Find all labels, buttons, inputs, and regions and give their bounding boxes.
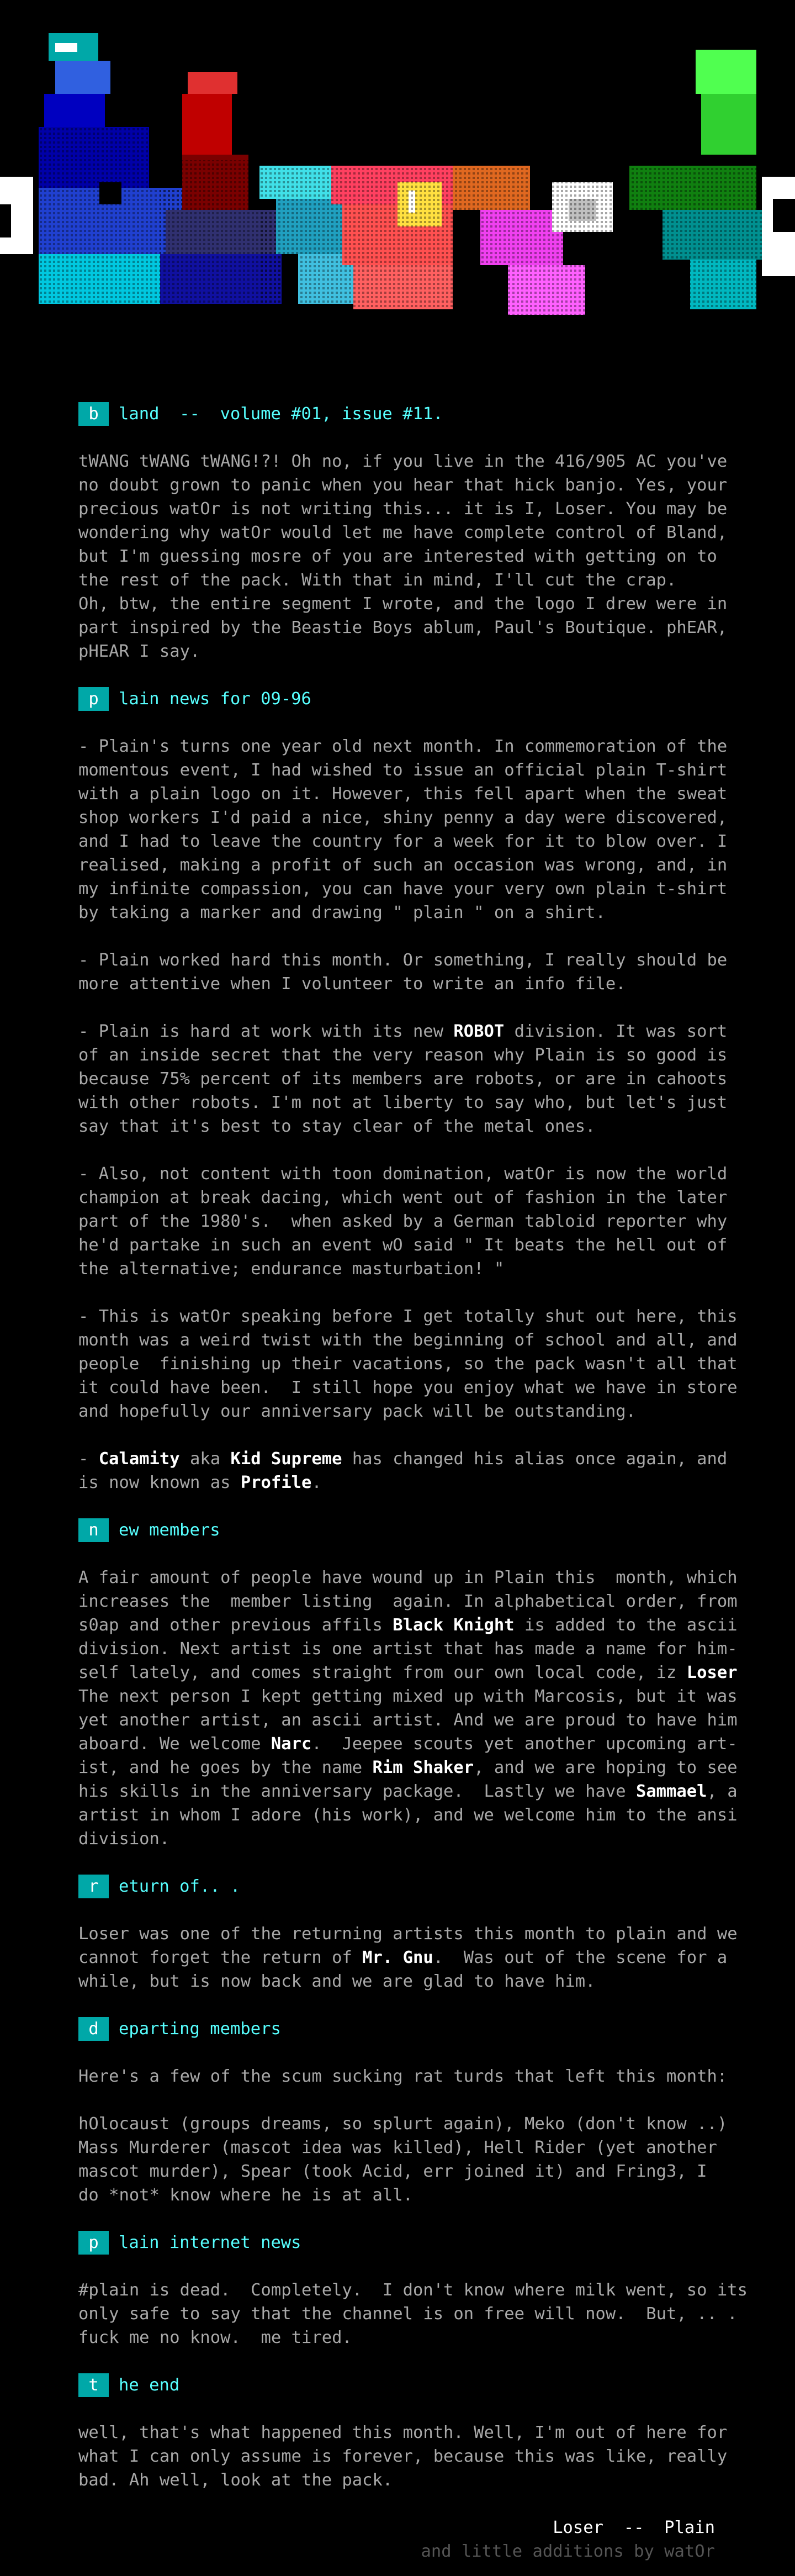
paragraph xyxy=(78,2112,741,2207)
logo-letter-b xyxy=(0,33,182,304)
highlighted-name: Calamity xyxy=(98,1449,180,1469)
paragraph xyxy=(78,1922,741,1993)
section-header-initial: p xyxy=(78,2231,109,2255)
paragraph xyxy=(78,1305,741,1423)
paragraph-text: . xyxy=(311,1473,322,1492)
paragraph-text: #plain is dead. Completely. I don't know where milk went, so its only safe to say that the channel is on free will now. But, .. . fuck me no know. me tired. xyxy=(78,2281,748,2347)
paragraph xyxy=(78,450,741,663)
highlighted-name: Narc xyxy=(271,1734,312,1754)
paragraph xyxy=(78,2065,741,2088)
highlighted-name: Loser xyxy=(686,1663,738,1682)
paragraph-text: hOlocaust (groups dreams, so splurt again), Meko (don't know ..) Mass Murderer (mascot idea was killed), Hell Rider (yet another mascot murder), Spear (took Acid, err joined it) and Fring3, I do *not* know where he is at all. xyxy=(78,2114,728,2205)
paragraph-text: has changed his alias once again, and is now known as xyxy=(78,1449,728,1492)
highlighted-name: Kid Supreme xyxy=(230,1449,342,1469)
paragraph-text: . Jeepee scouts yet another upcoming art- ist, and he goes by the name xyxy=(78,1734,738,1777)
signature-credit: and little additions by watOr xyxy=(421,2542,715,2561)
paragraph-text: - Plain is hard at work with its new xyxy=(78,1022,454,1041)
section-header-title: land -- volume #01, issue #11. xyxy=(119,404,443,424)
logo-letter-a xyxy=(259,166,464,309)
paragraph-text: - This is watOr speaking before I get totally shut out here, this month was a weird twist with the beginning of school and all, and people finishing up their vacations, so the pack wasn't all that it could have been. I still hope you enjoy what we have in store and hopefully our anniversary pack will be outstanding. xyxy=(78,1307,738,1421)
paragraph-text: - Also, not content with toon domination, watOr is now the world champion at break dacing, which went out of fashion in the later part of the 1980's. when asked by a German tabloid reporter why he'd partake in such an event wO said " It beats the hell out of the alternative; endurance masturbation! " xyxy=(78,1164,728,1279)
highlighted-name: Mr. Gnu xyxy=(362,1948,433,1967)
section-header-title: ew members xyxy=(119,1521,220,1540)
highlighted-name: Rim Shaker xyxy=(372,1758,474,1777)
highlighted-name: ROBOT xyxy=(453,1022,505,1041)
paragraph xyxy=(78,2421,741,2492)
paragraph xyxy=(78,1566,741,1851)
section-header-initial: n xyxy=(78,1518,109,1542)
section-header xyxy=(78,402,741,426)
logo-letter-d xyxy=(629,50,795,309)
paragraph-text: tWANG tWANG tWANG!?! Oh no, if you live in the 416/905 AC you've no doubt grown to panic when you hear that hick banjo. Yes, your precious watOr is not writing this... it is I, Loser. You may be wondering why watOr would let me have complete control of Bland, but I'm guessing mosre of you are interested with getting on to the rest of the pack. With that in mind, I'll cut the crap. Oh, btw, the entire segment I wrote, and the logo I drew were in part inspired by the Beastie Boys ablum, Paul's Boutique. phEAR, pHEAR I say. xyxy=(78,452,728,661)
paragraph-text: - Plain worked hard this month. Or something, I really should be more attentive when I volunteer to write an info file. xyxy=(78,951,728,994)
paragraph-text: A fair amount of people have wound up in Plain this month, which increases the member listing again. In alphabetical order, from s0ap and other previous affils xyxy=(78,1568,738,1635)
paragraph-text: The next person I kept getting mixed up with Marcosis, but it was yet another artist, an ascii artist. And we are proud to have him aboard. We welcome xyxy=(78,1687,738,1754)
section-header xyxy=(78,2017,741,2041)
bland-logo xyxy=(0,0,795,342)
paragraph-text: is added to the ascii division. Next artist is one artist that has made a name for him- self lately, and comes straight from our own local code, iz xyxy=(78,1616,738,1682)
section-header-title: he end xyxy=(119,2376,180,2395)
paragraph-text: Loser was one of the returning artists this month to plain and we cannot forget the return of xyxy=(78,1924,738,1967)
section-header-initial: r xyxy=(78,1875,109,1898)
section-header xyxy=(78,1875,741,1898)
paragraph-text: aka xyxy=(179,1449,231,1469)
signature-author: Loser -- Plain xyxy=(553,2518,715,2537)
section-header-title: eparting members xyxy=(119,2019,281,2039)
article-body xyxy=(78,402,748,2492)
highlighted-name: Black Knight xyxy=(393,1616,515,1635)
paragraph xyxy=(78,948,741,996)
section-header-initial: b xyxy=(78,402,109,426)
section-header-initial: d xyxy=(78,2017,109,2041)
highlighted-name: Sammael xyxy=(635,1782,707,1801)
paragraph xyxy=(78,1447,741,1495)
highlighted-name: Profile xyxy=(240,1473,312,1492)
paragraph-text: - xyxy=(78,1449,99,1469)
paragraph-text: , a artist in whom I adore (his work), and we welcome him to the ansi division. xyxy=(78,1782,738,1849)
section-header xyxy=(78,1518,741,1542)
section-header-initial: t xyxy=(78,2373,109,2397)
paragraph-text: well, that's what happened this month. Well, I'm out of here for what I can only assume is forever, because this was like, really bad. Ah well, look at the pack. xyxy=(78,2423,728,2490)
logo-letter-n xyxy=(453,166,613,315)
section-header-title: eturn of.. . xyxy=(119,1877,241,1896)
paragraph-text: . Was out of the scene for a while, but is now back and we are glad to have him. xyxy=(78,1948,728,1991)
section-header xyxy=(78,687,741,711)
paragraph xyxy=(78,2278,748,2350)
section-header-title: lain news for 09-96 xyxy=(119,689,311,709)
paragraph-text: Here's a few of the scum sucking rat turds that left this month: xyxy=(78,2067,728,2086)
paragraph xyxy=(78,735,741,925)
paragraph-text: - Plain's turns one year old next month. In commemoration of the momentous event, I had wished to issue an official plain T-shirt with a plain logo on it. However, this fell apart when the sweat shop workers I'd paid a nice, shiny penny a day were discovered, and I had to leave the country for a week for it to blow over. I realised, making a profit of such an occasion was wrong, and, in my infinite compassion, you can have your very own plain t-shirt by taking a marker and drawing " plain " on a shirt. xyxy=(78,737,728,922)
section-header xyxy=(78,2231,741,2255)
paragraph xyxy=(78,1020,741,1138)
section-header-initial: p xyxy=(78,687,109,711)
section-header xyxy=(78,2373,741,2397)
paragraph xyxy=(78,1162,741,1281)
paragraph-text: , and we are hoping to see his skills in the anniversary package. Lastly we have xyxy=(78,1758,738,1801)
paragraph-text: division. It was sort of an inside secret that the very reason why Plain is so good is because 75% percent of its members are robots, or are in cahoots with other robots. I'm not at liberty to say who, but let's just say that it's best to stay clear of the metal ones. xyxy=(78,1022,728,1136)
section-header-title: lain internet news xyxy=(119,2233,301,2252)
